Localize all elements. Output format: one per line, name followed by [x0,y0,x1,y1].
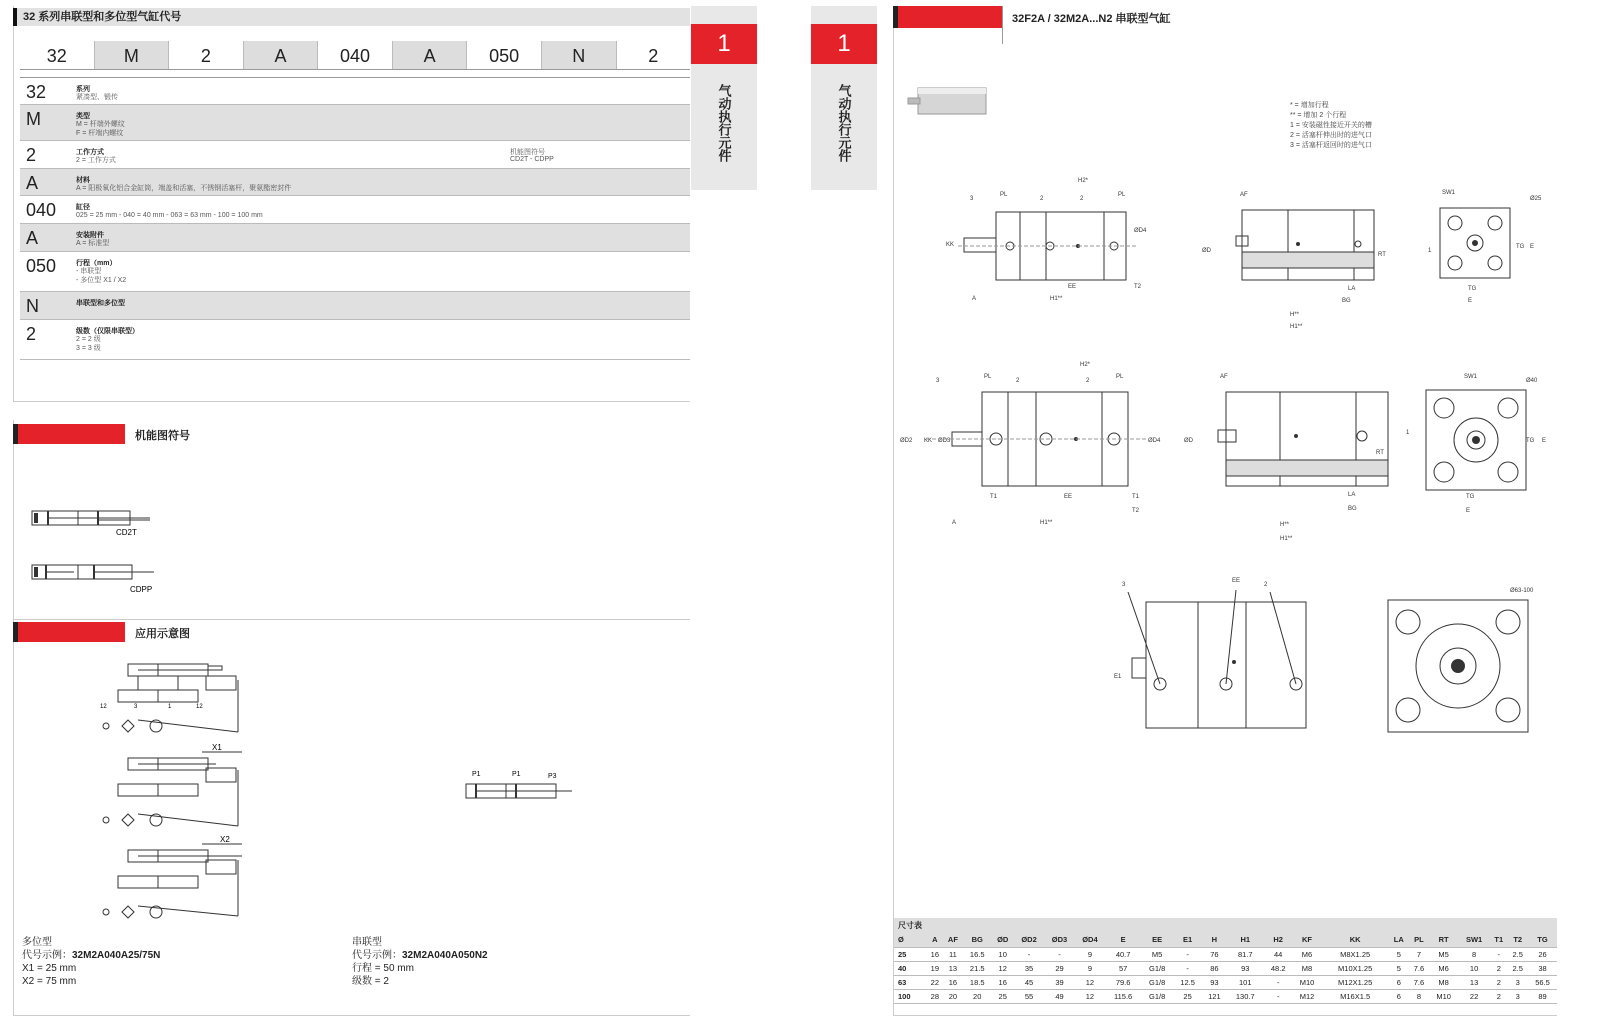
spec-row [20,77,690,105]
drawing-d40-side [896,362,1161,532]
spec-title: 串联型和多位型 [76,300,125,307]
dim-label: 2 [1086,378,1090,384]
cell: 10 [1458,961,1490,975]
col-header: KK [1321,933,1389,947]
spec-desc: 2 = 2 级 3 = 3 级 [76,336,101,352]
cell: 18.5 [963,975,992,989]
cell: 20 [943,989,963,1003]
dim-label: ØD3 [938,438,951,444]
cell: 3 [1507,975,1528,989]
dim-label: E [1468,298,1473,304]
dim-label: A [952,520,957,526]
dim-label: Ø40 [1526,378,1538,384]
spec-extra-title: 机能图符号 [510,149,545,156]
cell: M8X1.25 [1321,947,1389,961]
col-header: PL [1409,933,1430,947]
drawing-d40-section [1180,370,1400,550]
cell: 100 [894,989,927,1003]
cell: M6 [1429,961,1458,975]
dim-label: AF [1220,374,1228,380]
cell: M10X1.25 [1321,961,1389,975]
cell: 115.6 [1105,989,1141,1003]
code-cell: 050 [467,41,542,69]
cell: 48.2 [1264,961,1293,975]
cell: 2 [1490,989,1507,1003]
dim-label: TG [1526,438,1535,444]
legend-item: 2 = 活塞杆伸出时的进气口 [1290,132,1372,139]
tab-number: 1 [811,24,877,64]
multi-example-label: 代号示例： [22,950,72,961]
dim-label: KK [946,242,955,248]
cell: M12 [1293,989,1322,1003]
code-cell: 2 [169,41,244,69]
col-header: EE [1141,933,1173,947]
cell: 7.6 [1409,975,1430,989]
cell: - [1173,961,1202,975]
spec-desc: - 串联型 - 多位型 X1 / X2 [76,268,127,284]
port-label: 3 [134,704,138,710]
dim-label: ØD4 [1134,228,1147,234]
dim-label: ØD [1202,248,1211,254]
dim-label: 2 [1264,582,1268,588]
code-cell: A [393,41,468,69]
port-label: P1 [512,771,521,778]
cell: 25 [1173,989,1202,1003]
col-header: BG [963,933,992,947]
spec-code: 32 [26,82,47,102]
spec-desc: 2 = 工作方式 [76,157,116,164]
dim-label: SW1 [1464,374,1478,380]
cell: 56.5 [1528,975,1557,989]
cell: - [1264,989,1293,1003]
cell: 63 [894,975,927,989]
cell: 26 [1528,947,1557,961]
right-header-title: 32F2A / 32M2A...N2 串联型气缸 [1012,13,1171,25]
code-cell: 040 [318,41,393,69]
dim-label: LA [1348,492,1356,498]
dim-label: ØD2 [900,438,913,444]
multi-code-line [22,949,160,962]
dimension-table [894,918,1557,1004]
cell: 7.6 [1409,961,1430,975]
spec-desc: M = 杆端外螺纹 F = 杆端内螺纹 [76,121,125,137]
cell: 6 [1389,975,1409,989]
cell: 81.7 [1227,947,1264,961]
dim-label: KK [924,438,933,444]
cell: 20 [963,989,992,1003]
spec-row [20,252,690,292]
col-header: AF [943,933,963,947]
port-label: P1 [472,771,481,778]
spec-desc: A = 阳极氧化铝合金缸筒，端盖和活塞，不锈钢活塞杆，聚氨酯密封件 [76,185,292,192]
dim-label: 2 [1080,196,1084,202]
drawing-d25-section [1198,186,1398,336]
tandem-example [352,936,488,988]
cell: 49 [1044,989,1074,1003]
dim-label: 3 [936,378,940,384]
cdpp-symbol [28,562,158,596]
symbol-label: CDPP [130,585,153,594]
legend [1290,101,1372,151]
dims-table [894,933,1557,1004]
dim-label: TG [1466,494,1475,500]
dim-label: H2* [1080,362,1091,368]
cell: 29 [1044,961,1074,975]
spec-code: 2 [26,145,37,165]
dim-label: LA [1348,286,1356,292]
spec-desc: 紧凑型、锻传 [76,94,118,101]
dim-label: TG [1468,286,1477,292]
col-header: T1 [1490,933,1507,947]
right-side-tab [811,6,877,190]
table-row [894,961,1557,975]
cell: M5 [1141,947,1173,961]
spec-desc: 025 = 25 mm - 040 = 40 mm - 063 = 63 mm - 100 = 100 mm [76,212,263,219]
dim-label: PL [984,374,992,380]
table-row [894,989,1557,1003]
tandem-schematic [460,766,580,806]
cell: 44 [1264,947,1293,961]
tab-label: 气动执行元件 [836,84,852,162]
tandem-title: 串联型 [352,937,382,948]
cell: - [1490,947,1507,961]
cell: 40.7 [1105,947,1141,961]
cell: 21.5 [963,961,992,975]
table-row [894,947,1557,961]
product-image [906,84,990,120]
cell: M12X1.25 [1321,975,1389,989]
col-header: LA [1389,933,1409,947]
cell: - [1264,975,1293,989]
cell: 39 [1044,975,1074,989]
dim-label: H** [1290,312,1300,318]
cell: - [1173,947,1202,961]
spec-desc: A = 标准型 [76,240,110,247]
cell: 16 [943,975,963,989]
cell: 130.7 [1227,989,1264,1003]
dim-label: T2 [1134,284,1142,290]
cell: 93 [1202,975,1227,989]
cell: M10 [1293,975,1322,989]
dim-label: PL [1000,192,1008,198]
spec-title: 缸径 [76,204,90,211]
spec-row [20,196,690,224]
port-label: 12 [196,704,203,710]
port-label: 1 [168,704,172,710]
dim-label: BG [1342,298,1351,304]
app-circuit-3 [98,830,248,922]
col-header: H1 [1227,933,1264,947]
dim-label: H1** [1280,536,1293,542]
cell: 12 [1075,989,1105,1003]
app-circuit-2 [98,740,248,832]
cell: 121 [1202,989,1227,1003]
cell: - [1014,947,1044,961]
cell: - [1044,947,1074,961]
code-cell: 2 [648,46,659,66]
x-label: X2 [220,835,230,844]
drawing-d25-side [938,176,1148,306]
cell: 35 [1014,961,1044,975]
dim-label: 3 [970,196,974,202]
dim-label: E1 [1114,674,1122,680]
cell: 40 [894,961,927,975]
spec-title: 行程（mm） [76,260,117,267]
dim-label: Ø25 [1530,196,1542,202]
col-header: E [1105,933,1141,947]
cell: 2 [1490,961,1507,975]
cell: M6 [1293,947,1322,961]
dim-label: T2 [1132,508,1140,514]
spec-code: 050 [26,256,57,276]
tab-number: 1 [691,24,757,64]
dim-label: EE [1064,494,1073,500]
cell: M8 [1293,961,1322,975]
spec-code: 2 [26,324,37,344]
cell: 8 [1458,947,1490,961]
drawing-d63-side [1110,574,1330,734]
spec-code: M [26,109,41,129]
cell: 12 [1075,975,1105,989]
dim-label: SW1 [1442,190,1456,196]
multi-example-code: 32M2A040A25/75N [72,950,161,961]
cell: 25 [992,989,1014,1003]
cell: 12 [992,961,1014,975]
table-header-row [894,933,1557,947]
drawing-d40-front [1400,368,1558,518]
dim-label: TG [1516,244,1525,250]
spec-title: 系列 [76,86,90,93]
dim-label: H** [1280,522,1290,528]
spec-row [20,224,690,252]
symbols-section-header [13,424,313,444]
left-header [13,8,690,26]
cell: 9 [1075,947,1105,961]
cell: M5 [1429,947,1458,961]
cell: 89 [1528,989,1557,1003]
multi-example [22,936,160,988]
port-label: P3 [548,773,557,780]
cell: 22 [1458,989,1490,1003]
code-cell: A [244,41,319,69]
dim-label: T1 [990,494,998,500]
col-header: ØD [992,933,1014,947]
spec-extra-desc: CD2T - CDPP [510,156,554,163]
tandem-code-line [352,949,488,962]
dim-label: ØD [1184,438,1193,444]
table-title: 尺寸表 [894,918,1557,933]
cell: 2.5 [1507,947,1528,961]
cell: 25 [894,947,927,961]
cell: M16X1.5 [1321,989,1389,1003]
cell: 5 [1389,947,1409,961]
cell: 16 [992,975,1014,989]
cell: G1/8 [1141,961,1173,975]
spec-title: 级数（仅限串联型） [76,328,139,335]
section-red-bar [13,424,125,444]
drawing-d25-front [1418,186,1558,316]
cell: 76 [1202,947,1227,961]
cd2t-symbol [28,508,158,538]
spec-row [20,141,690,169]
cell: 38 [1528,961,1557,975]
table-row [894,975,1557,989]
col-header: H [1202,933,1227,947]
col-header: ØD3 [1044,933,1074,947]
app-section-header [13,622,313,642]
spec-row [20,292,690,320]
dim-label: EE [1232,578,1241,584]
cell: 93 [1227,961,1264,975]
spec-code: A [26,173,39,193]
dim-label: H1** [1040,520,1053,526]
code-cell: N [542,41,617,69]
col-header: A [927,933,943,947]
col-header: ØD2 [1014,933,1044,947]
dim-label: RT [1378,252,1386,258]
dim-label: E [1466,508,1471,514]
dim-label: 3 [1122,582,1126,588]
cell: 2.5 [1507,961,1528,975]
cell: 8 [1409,989,1430,1003]
tandem-stages: 级数 = 2 [352,976,389,987]
dim-label: 2 [1040,196,1044,202]
cell: 9 [1075,961,1105,975]
tandem-example-label: 代号示例： [352,950,402,961]
spec-code: A [26,228,39,248]
ordering-code [20,41,690,70]
cell: 55 [1014,989,1044,1003]
drawing-d63-front [1378,580,1544,740]
cell: 28 [927,989,943,1003]
dim-label: Ø63-100 [1510,588,1534,594]
dim-label: RT [1376,450,1384,456]
legend-item: ** = 增加 2 个行程 [1290,112,1347,119]
tandem-example-code: 32M2A040A050N2 [402,950,488,961]
spec-code: N [26,296,39,316]
spec-title: 工作方式 [76,149,104,156]
spec-row [20,320,690,360]
dim-label: H2* [1078,178,1089,184]
cell: 5 [1389,961,1409,975]
dim-label: AF [1240,192,1248,198]
cell: M10 [1429,989,1458,1003]
tandem-stroke: 行程 = 50 mm [352,963,414,974]
dim-label: BG [1348,506,1357,512]
x-label: X1 [212,743,222,752]
cell: 2 [1490,975,1507,989]
cell: 79.6 [1105,975,1141,989]
section-title: 机能图符号 [135,430,190,442]
spec-row [20,169,690,196]
col-header: ØD4 [1075,933,1105,947]
cell: 13 [1458,975,1490,989]
spec-title: 材料 [76,177,90,184]
cell: 16.5 [963,947,992,961]
left-header-title: 32 系列串联型和多位型气缸代号 [23,11,182,23]
cell: 101 [1227,975,1264,989]
cell: 19 [927,961,943,975]
dim-label: H1** [1290,324,1303,330]
cell: 6 [1389,989,1409,1003]
dim-label: E [1542,438,1547,444]
cell: 45 [1014,975,1044,989]
col-header: SW1 [1458,933,1490,947]
cell: 12.5 [1173,975,1202,989]
spec-title: 类型 [76,113,90,120]
multi-title: 多位型 [22,937,52,948]
cell: 3 [1507,989,1528,1003]
tab-label: 气动执行元件 [716,84,732,162]
cell: 57 [1105,961,1141,975]
code-cell: 32 [20,41,95,69]
legend-item: * = 增加行程 [1290,102,1329,109]
multi-x1: X1 = 25 mm [22,963,77,974]
col-header: E1 [1173,933,1202,947]
cell: G1/8 [1141,989,1173,1003]
cell: G1/8 [1141,975,1173,989]
dim-label: A [972,296,977,302]
cell: 16 [927,947,943,961]
dim-label: T1 [1132,494,1140,500]
col-header: Ø [894,933,927,947]
dim-label: H1** [1050,296,1063,302]
app-circuit-1 [98,660,248,750]
cell: 7 [1409,947,1430,961]
code-cell: M [95,41,170,69]
dim-label: PL [1116,374,1124,380]
right-header-bar [893,6,1003,28]
legend-item: 1 = 安装磁性接近开关的槽 [1290,122,1372,129]
spec-row [20,105,690,141]
section-red-bar [13,622,125,642]
dim-label: 1 [1428,248,1432,254]
dim-label: 1 [1406,430,1410,436]
spec-code: 040 [26,200,57,220]
col-header: T2 [1507,933,1528,947]
port-label: 12 [100,704,107,710]
cell: 11 [943,947,963,961]
col-header: RT [1429,933,1458,947]
cell: 22 [927,975,943,989]
cell: M8 [1429,975,1458,989]
section-title: 应用示意图 [135,628,190,640]
left-side-tab [691,6,757,190]
symbol-label: CD2T [116,528,137,537]
dim-label: PL [1118,192,1126,198]
col-header: KF [1293,933,1322,947]
cell: 86 [1202,961,1227,975]
dim-label: EE [1068,284,1077,290]
legend-item: 3 = 活塞杆返回时的进气口 [1290,142,1372,149]
cell: 10 [992,947,1014,961]
dim-label: ØD4 [1148,438,1161,444]
right-header-divider [1002,6,1003,44]
spec-title: 安装附件 [76,232,104,239]
col-header: H2 [1264,933,1293,947]
col-header: TG [1528,933,1557,947]
cell: 13 [943,961,963,975]
dim-label: 2 [1016,378,1020,384]
dim-label: E [1530,244,1535,250]
multi-x2: X2 = 75 mm [22,976,77,987]
